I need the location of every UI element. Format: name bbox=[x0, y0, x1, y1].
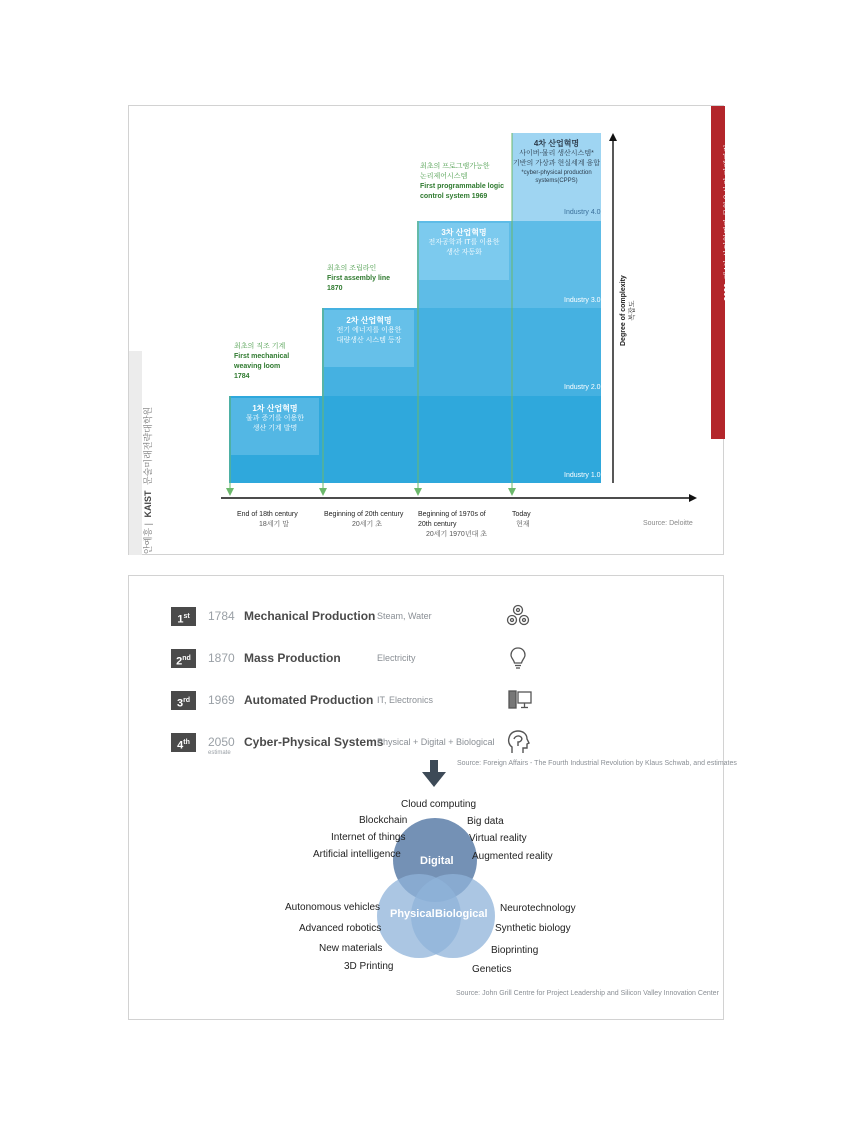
term-synthetic-biology: Synthetic biology bbox=[495, 923, 571, 934]
term-blockchain: Blockchain bbox=[359, 815, 408, 826]
row-sources: IT, Electronics bbox=[377, 695, 434, 705]
industry-level-label: Industry 1.0 bbox=[564, 472, 601, 479]
term-artificial-intelligence: Artificial intelligence bbox=[313, 849, 401, 860]
row-year: 2050 bbox=[208, 735, 235, 749]
source-foreign-affairs: Source: Foreign Affairs - The Fourth Industrial Revolution by Klaus Schwab, and estimates bbox=[457, 760, 737, 767]
row-sources: Physical + Digital + Biological bbox=[377, 737, 495, 747]
row-name: Cyber-Physical Systems bbox=[244, 735, 384, 749]
term-cloud-computing: Cloud computing bbox=[401, 799, 477, 810]
x-label-20th: Beginning of 20th century 20세기 초 bbox=[324, 511, 404, 528]
revolution-box-2: 2차 산업혁명 전기 에너지를 이용한 대량생산 시스템 등장 bbox=[336, 316, 402, 344]
row-sources: Electricity bbox=[377, 653, 416, 663]
row-year: 1969 bbox=[208, 693, 235, 707]
industry-level-label: Industry 2.0 bbox=[564, 384, 601, 391]
annotation-first-assembly-line: 최초의 조립라인 First assembly line 1870 bbox=[327, 265, 391, 292]
term-new-materials: New materials bbox=[319, 943, 383, 954]
term-autonomous-vehicles: Autonomous vehicles bbox=[285, 902, 381, 913]
term-bioprinting: Bioprinting bbox=[491, 945, 539, 956]
row-name: Mechanical Production bbox=[244, 609, 376, 623]
row-sources: Steam, Water bbox=[377, 611, 432, 621]
source-john-grill-centre: Source: John Grill Centre for Project Leadership and Silicon Valley Innovation Center bbox=[456, 990, 719, 997]
revolution-box-3: 3차 산업혁명 전자공학과 IT를 이용한 생산 자동화 bbox=[428, 228, 500, 256]
industry-revolution-timeline-panel bbox=[128, 575, 737, 1020]
circle-label-physical: Physical bbox=[390, 908, 435, 920]
term-genetics: Genetics bbox=[472, 964, 512, 975]
ordinal-badge: 1st bbox=[171, 607, 196, 626]
ordinal-badge: 3rd bbox=[171, 691, 196, 710]
term-big-data: Big data bbox=[467, 816, 504, 827]
x-label-1970s: Beginning of 1970s of 20th century 20세기 1970년대 초 bbox=[418, 511, 488, 538]
x-label-today: Today 현재 bbox=[512, 511, 531, 528]
industry-level-label: Industry 4.0 bbox=[564, 209, 601, 216]
term-3d-printing: 3D Printing bbox=[344, 961, 394, 972]
industry-level-label: Industry 3.0 bbox=[564, 297, 601, 304]
annotation-first-loom: 최초의 직조 기계 First mechanical weaving loom 1784 bbox=[234, 343, 290, 380]
row-name: Automated Production bbox=[244, 693, 374, 707]
revolution-box-4: 4차 산업혁명 사이버-물리 생산시스템* 기반의 가상과 현실세계 융합 *cyber-physical production systems(CPPS) bbox=[513, 139, 600, 184]
term-internet-of-things: Internet of things bbox=[331, 832, 406, 843]
ordinal-badge: 4th bbox=[171, 733, 196, 752]
row-year: 1784 bbox=[208, 609, 235, 623]
row-name: Mass Production bbox=[244, 651, 341, 665]
industry-revolution-staircase-panel bbox=[128, 105, 732, 555]
source-deloitte: Source: Deloitte bbox=[643, 520, 693, 527]
circle-label-digital: Digital bbox=[420, 855, 454, 867]
row-estimate-note: estimate bbox=[208, 750, 231, 756]
right-tag-text: 2020제4차 산업혁명과 문화유산의 미래과정 bbox=[723, 144, 732, 301]
term-augmented-reality: Augmented reality bbox=[472, 851, 553, 862]
term-advanced-robotics: Advanced robotics bbox=[299, 923, 382, 934]
y-axis-label: Degree of complexity 복잡도 bbox=[620, 275, 636, 346]
row-year: 1870 bbox=[208, 651, 235, 665]
left-tag-text: 안예흥 | KAIST 문술미래전략대학원 bbox=[143, 406, 153, 554]
x-label-18th: End of 18th century 18세기 말 bbox=[237, 511, 298, 528]
term-virtual-reality: Virtual reality bbox=[469, 833, 527, 844]
term-neurotechnology: Neurotechnology bbox=[500, 903, 576, 914]
ordinal-badge: 2nd bbox=[171, 649, 196, 668]
revolution-box-1: 1차 산업혁명 물과 증기를 이용한 생산 기계 발명 bbox=[246, 404, 304, 432]
circle-label-biological: Biological bbox=[435, 908, 488, 920]
annotation-first-plc: 최초의 프로그램가능한 논리제어시스템 First programmable logic control system 1969 bbox=[420, 163, 505, 200]
